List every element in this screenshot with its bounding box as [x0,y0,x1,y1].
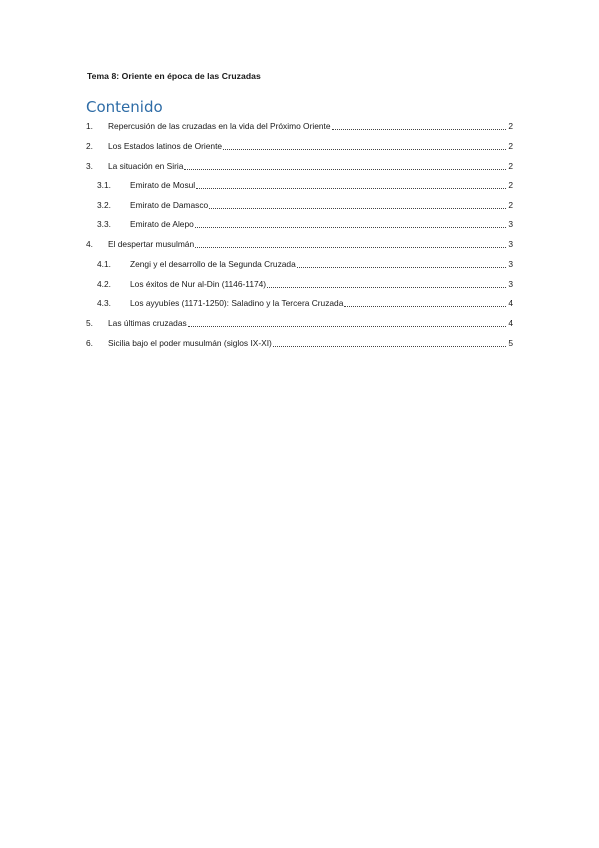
toc-entry-number: 3.3. [97,219,111,229]
toc-leader-dots [209,199,506,211]
toc-leader-dots [188,317,506,329]
toc-entry-page: 3 [508,259,513,269]
toc-entry-label: Los Estados latinos de Oriente [108,141,223,151]
toc-entry-label: Repercusión de las cruzadas en la vida del Próximo Oriente [108,121,331,131]
toc-leader-dots [196,179,506,191]
toc-entry-page: 3 [508,239,513,249]
toc-entry-number: 4. [86,239,93,249]
toc-leader-dots [223,140,506,152]
toc-entry-4-1[interactable] [97,258,513,270]
toc-entry-label: El despertar musulmán [108,239,195,249]
toc-entry-label: Emirato de Mosul [130,180,196,190]
toc-entry-page: 3 [508,219,513,229]
toc-entry-number: 4.1. [97,259,111,269]
toc-entry-page: 3 [508,279,513,289]
toc-leader-dots [297,258,506,270]
toc-entry-4-2[interactable] [97,278,513,290]
toc-entry-label: Las últimas cruzadas [108,318,187,328]
toc-entry-label: Sicilia bajo el poder musulmán (siglos IX-XI) [108,338,272,348]
toc-leader-dots [267,278,506,290]
toc-entry-page: 2 [508,141,513,151]
toc-entry-number: 6. [86,338,93,348]
toc-entry-page: 5 [508,338,513,348]
toc-entry-label: Los éxitos de Nur al-Din (1146-1174) [130,279,267,289]
toc-entry-number: 5. [86,318,93,328]
toc-entry-page: 4 [508,318,513,328]
toc-leader-dots [195,218,506,230]
toc-entry-3[interactable] [86,160,513,172]
toc-leader-dots [332,120,506,132]
toc-heading: Contenido [86,98,163,116]
toc-entry-label: Emirato de Alepo [130,219,194,229]
toc-entry-4-3[interactable] [97,297,513,309]
toc-entry-number: 4.2. [97,279,111,289]
toc-entry-label: Zengi y el desarrollo de la Segunda Cruzada [130,259,296,269]
toc-entry-1[interactable] [86,120,513,132]
toc-entry-3-1[interactable] [97,179,513,191]
toc-entry-5[interactable] [86,317,513,329]
toc-entry-number: 3. [86,161,93,171]
toc-entry-number: 2. [86,141,93,151]
toc-entry-number: 3.2. [97,200,111,210]
toc-entry-label: La situación en Siria [108,161,184,171]
toc-leader-dots [273,337,506,349]
document-title: Tema 8: Oriente en época de las Cruzadas [87,71,261,81]
toc-entry-6[interactable] [86,337,513,349]
toc-entry-2[interactable] [86,140,513,152]
toc-entry-page: 2 [508,161,513,171]
toc-entry-number: 4.3. [97,298,111,308]
toc-entry-3-3[interactable] [97,218,513,230]
toc-leader-dots [195,238,506,250]
toc-entry-label: Los ayyubíes (1171-1250): Saladino y la Tercera Cruzada [130,298,344,308]
toc-entry-number: 3.1. [97,180,111,190]
toc-entry-number: 1. [86,121,93,131]
toc-entry-page: 4 [508,298,513,308]
toc-entry-page: 2 [508,200,513,210]
toc-entry-3-2[interactable] [97,199,513,211]
toc-entry-page: 2 [508,121,513,131]
toc-leader-dots [184,160,506,172]
toc-entry-4[interactable] [86,238,513,250]
toc-leader-dots [344,297,506,309]
toc-entry-label: Emirato de Damasco [130,200,209,210]
toc-entry-page: 2 [508,180,513,190]
